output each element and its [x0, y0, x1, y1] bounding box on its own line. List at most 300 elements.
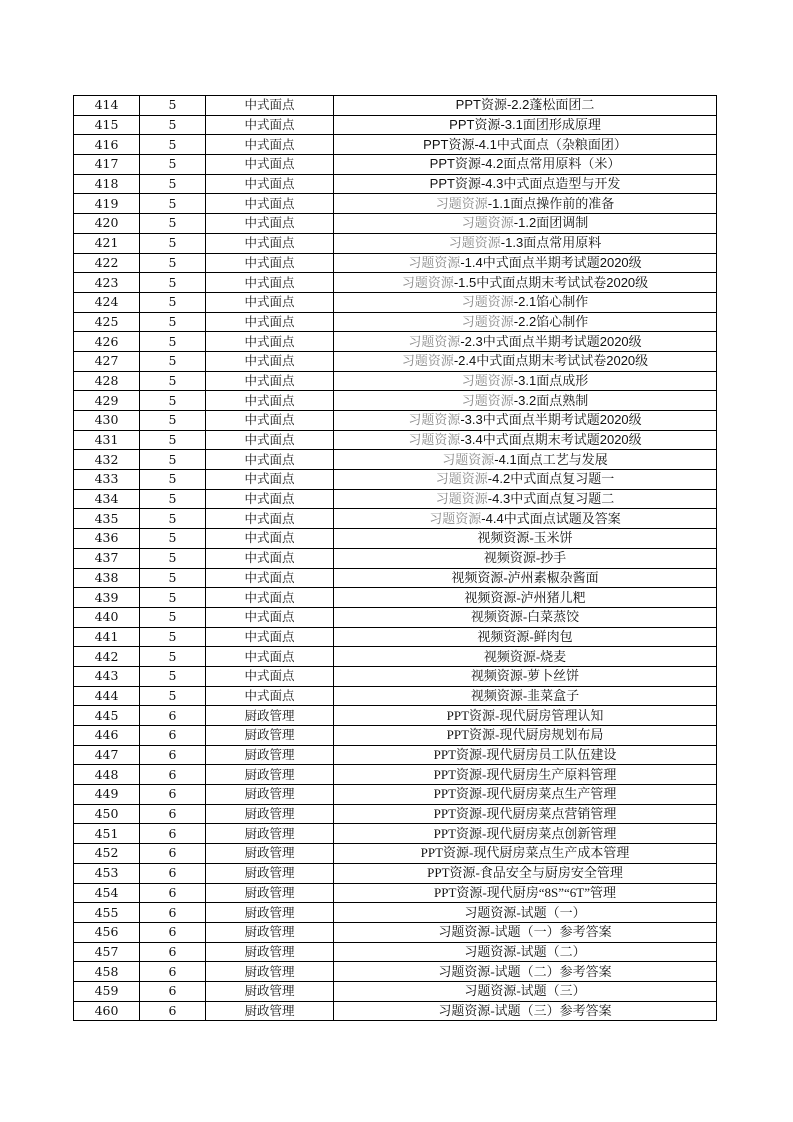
- resource-title: -2.1馅心制作: [513, 294, 589, 310]
- module-cell: 5: [140, 588, 206, 608]
- table-row: [74, 903, 717, 923]
- course-cell: 中式面点: [206, 96, 334, 116]
- row-number-cell: 458: [74, 962, 140, 982]
- resource-title: -3.2面点熟制: [513, 392, 589, 408]
- course-cell: 中式面点: [206, 233, 334, 253]
- table-row: [74, 627, 717, 647]
- module-cell: 6: [140, 706, 206, 726]
- module-cell: 5: [140, 548, 206, 568]
- resource-name-cell: [334, 548, 717, 568]
- resource-name-cell: [334, 686, 717, 706]
- resource-name-cell: [334, 332, 717, 352]
- module-cell: 5: [140, 273, 206, 293]
- row-number-cell: 422: [74, 253, 140, 273]
- course-cell: 厨政管理: [206, 726, 334, 746]
- resource-title: -1.5中式面点期末考试试卷2020级: [453, 274, 649, 290]
- table-row: [74, 391, 717, 411]
- resource-name-cell: [334, 922, 717, 942]
- module-cell: 5: [140, 371, 206, 391]
- row-number-cell: 451: [74, 824, 140, 844]
- resource-type-prefix: 习题资源: [401, 353, 454, 369]
- course-cell: 厨政管理: [206, 765, 334, 785]
- table-row: [74, 726, 717, 746]
- module-cell: 6: [140, 785, 206, 805]
- resource-name-cell: [334, 627, 717, 647]
- resource-name-cell: [334, 312, 717, 332]
- row-number-cell: 452: [74, 844, 140, 864]
- row-number-cell: 427: [74, 351, 140, 371]
- resource-type-prefix: 习题资源: [401, 274, 454, 290]
- table-row: [74, 962, 717, 982]
- course-cell: 中式面点: [206, 588, 334, 608]
- resource-title: PPT资源-现代厨房生产原料管理: [433, 766, 617, 782]
- resource-title: PPT资源-现代厨房菜点生产管理: [433, 786, 617, 802]
- resource-title: 视频资源-白菜蒸饺: [470, 609, 580, 625]
- row-number-cell: 423: [74, 273, 140, 293]
- resource-title: -1.3面点常用原料: [500, 235, 602, 251]
- resource-type-prefix: 习题资源: [435, 195, 488, 211]
- module-cell: 6: [140, 903, 206, 923]
- table-row: [74, 115, 717, 135]
- table-row: [74, 745, 717, 765]
- course-cell: 中式面点: [206, 450, 334, 470]
- resource-title: PPT资源-2.2蓬松面团二: [455, 97, 595, 113]
- module-cell: 6: [140, 765, 206, 785]
- module-cell: 6: [140, 745, 206, 765]
- row-number-cell: 417: [74, 155, 140, 175]
- course-cell: 厨政管理: [206, 824, 334, 844]
- table-row: [74, 686, 717, 706]
- module-cell: 5: [140, 430, 206, 450]
- module-cell: 6: [140, 883, 206, 903]
- resource-title: -4.3中式面点复习题二: [487, 491, 615, 507]
- module-cell: 5: [140, 411, 206, 431]
- resource-name-cell: [334, 470, 717, 490]
- table-row: [74, 292, 717, 312]
- table-row: [74, 647, 717, 667]
- row-number-cell: 446: [74, 726, 140, 746]
- row-number-cell: 442: [74, 647, 140, 667]
- resource-name-cell: [334, 489, 717, 509]
- course-cell: 中式面点: [206, 332, 334, 352]
- table-row: [74, 194, 717, 214]
- module-cell: 5: [140, 233, 206, 253]
- row-number-cell: 420: [74, 214, 140, 234]
- module-cell: 5: [140, 96, 206, 116]
- resource-name-cell: [334, 706, 717, 726]
- resource-title: -4.4中式面点试题及答案: [481, 510, 621, 526]
- resource-name-cell: [334, 588, 717, 608]
- table-row: [74, 174, 717, 194]
- resource-title: -2.2馅心制作: [513, 313, 589, 329]
- resource-name-cell: [334, 450, 717, 470]
- resource-name-cell: [334, 962, 717, 982]
- table-row: [74, 351, 717, 371]
- resource-type-prefix: 习题资源: [461, 392, 514, 408]
- course-cell: 中式面点: [206, 529, 334, 549]
- resource-name-cell: [334, 844, 717, 864]
- resource-title: PPT资源-现代厨房菜点营销管理: [433, 806, 617, 822]
- table-row: [74, 489, 717, 509]
- course-cell: 中式面点: [206, 666, 334, 686]
- module-cell: 6: [140, 981, 206, 1001]
- course-cell: 厨政管理: [206, 1001, 334, 1021]
- resource-name-cell: [334, 371, 717, 391]
- row-number-cell: 437: [74, 548, 140, 568]
- module-cell: 5: [140, 568, 206, 588]
- course-cell: 中式面点: [206, 548, 334, 568]
- table-row: [74, 824, 717, 844]
- row-number-cell: 435: [74, 509, 140, 529]
- course-cell: 厨政管理: [206, 785, 334, 805]
- row-number-cell: 454: [74, 883, 140, 903]
- course-cell: 中式面点: [206, 194, 334, 214]
- table-row: [74, 96, 717, 116]
- resource-title: 习题资源-试题（一）参考答案: [438, 924, 612, 940]
- course-cell: 厨政管理: [206, 981, 334, 1001]
- table-row: [74, 765, 717, 785]
- row-number-cell: 453: [74, 863, 140, 883]
- table-row: [74, 922, 717, 942]
- table-row: [74, 312, 717, 332]
- resource-name-cell: [334, 647, 717, 667]
- resource-title: -3.3中式面点半期考试题2020级: [460, 412, 642, 428]
- resource-title: 视频资源-萝卜丝饼: [470, 668, 580, 684]
- table-row: [74, 804, 717, 824]
- course-cell: 厨政管理: [206, 903, 334, 923]
- resource-title: -1.2面团调制: [513, 215, 589, 231]
- resource-title: 视频资源-泸州素椒杂酱面: [451, 569, 599, 585]
- module-cell: 5: [140, 509, 206, 529]
- resource-title: 视频资源-抄手: [483, 550, 567, 566]
- course-cell: 中式面点: [206, 135, 334, 155]
- module-cell: 5: [140, 135, 206, 155]
- course-cell: 厨政管理: [206, 804, 334, 824]
- resource-table: [73, 95, 717, 1021]
- resource-name-cell: [334, 903, 717, 923]
- course-cell: 中式面点: [206, 411, 334, 431]
- resource-title: PPT资源-4.3中式面点造型与开发: [429, 176, 621, 192]
- module-cell: 6: [140, 824, 206, 844]
- resource-name-cell: [334, 253, 717, 273]
- module-cell: 5: [140, 292, 206, 312]
- row-number-cell: 443: [74, 666, 140, 686]
- table-row: [74, 371, 717, 391]
- resource-name-cell: [334, 411, 717, 431]
- module-cell: 5: [140, 666, 206, 686]
- module-cell: 5: [140, 450, 206, 470]
- table-row: [74, 666, 717, 686]
- resource-name-cell: [334, 509, 717, 529]
- resource-type-prefix: 习题资源: [448, 235, 501, 251]
- table-body: [74, 96, 717, 1021]
- course-cell: 厨政管理: [206, 922, 334, 942]
- resource-title: 习题资源-试题（二）: [464, 943, 586, 959]
- row-number-cell: 415: [74, 115, 140, 135]
- table-row: [74, 411, 717, 431]
- resource-name-cell: [334, 607, 717, 627]
- row-number-cell: 425: [74, 312, 140, 332]
- resource-name-cell: [334, 529, 717, 549]
- row-number-cell: 416: [74, 135, 140, 155]
- resource-title: -4.1面点工艺与发展: [494, 451, 608, 467]
- row-number-cell: 428: [74, 371, 140, 391]
- row-number-cell: 429: [74, 391, 140, 411]
- row-number-cell: 456: [74, 922, 140, 942]
- table-row: [74, 588, 717, 608]
- table-row: [74, 430, 717, 450]
- resource-title: -4.2中式面点复习题一: [487, 471, 615, 487]
- row-number-cell: 440: [74, 607, 140, 627]
- row-number-cell: 434: [74, 489, 140, 509]
- table-row: [74, 568, 717, 588]
- course-cell: 中式面点: [206, 115, 334, 135]
- module-cell: 6: [140, 922, 206, 942]
- resource-name-cell: [334, 194, 717, 214]
- resource-name-cell: [334, 214, 717, 234]
- resource-name-cell: [334, 666, 717, 686]
- module-cell: 6: [140, 844, 206, 864]
- row-number-cell: 439: [74, 588, 140, 608]
- resource-name-cell: [334, 765, 717, 785]
- table-row: [74, 332, 717, 352]
- module-cell: 5: [140, 253, 206, 273]
- resource-table-container: [73, 95, 716, 1021]
- resource-name-cell: [334, 981, 717, 1001]
- resource-title: 习题资源-试题（三）参考答案: [438, 1002, 612, 1018]
- course-cell: 中式面点: [206, 391, 334, 411]
- module-cell: 5: [140, 470, 206, 490]
- module-cell: 6: [140, 804, 206, 824]
- table-row: [74, 844, 717, 864]
- resource-name-cell: [334, 273, 717, 293]
- resource-name-cell: [334, 155, 717, 175]
- resource-title: 习题资源-试题（三）: [464, 983, 586, 999]
- resource-title: 视频资源-玉米饼: [477, 530, 573, 546]
- course-cell: 中式面点: [206, 371, 334, 391]
- course-cell: 中式面点: [206, 509, 334, 529]
- table-row: [74, 529, 717, 549]
- resource-name-cell: [334, 174, 717, 194]
- resource-type-prefix: 习题资源: [461, 294, 514, 310]
- course-cell: 中式面点: [206, 214, 334, 234]
- table-row: [74, 942, 717, 962]
- resource-type-prefix: 习题资源: [435, 491, 488, 507]
- resource-title: 视频资源-鲜肉包: [477, 628, 573, 644]
- row-number-cell: 450: [74, 804, 140, 824]
- row-number-cell: 430: [74, 411, 140, 431]
- resource-name-cell: [334, 351, 717, 371]
- course-cell: 中式面点: [206, 489, 334, 509]
- resource-title: 习题资源-试题（一）: [464, 904, 586, 920]
- resource-title: PPT资源-现代厨房菜点创新管理: [433, 825, 617, 841]
- course-cell: 中式面点: [206, 253, 334, 273]
- resource-name-cell: [334, 391, 717, 411]
- resource-type-prefix: 习题资源: [461, 372, 514, 388]
- resource-type-prefix: 习题资源: [408, 333, 461, 349]
- module-cell: 6: [140, 863, 206, 883]
- row-number-cell: 445: [74, 706, 140, 726]
- course-cell: 中式面点: [206, 292, 334, 312]
- resource-title: PPT资源-现代厨房“8S”“6T”管理: [434, 884, 616, 900]
- resource-title: PPT资源-现代厨房员工队伍建设: [433, 747, 617, 763]
- module-cell: 5: [140, 194, 206, 214]
- resource-type-prefix: 习题资源: [461, 215, 514, 231]
- row-number-cell: 460: [74, 1001, 140, 1021]
- module-cell: 5: [140, 312, 206, 332]
- resource-title: 视频资源-韭菜盒子: [470, 687, 580, 703]
- row-number-cell: 438: [74, 568, 140, 588]
- row-number-cell: 447: [74, 745, 140, 765]
- module-cell: 5: [140, 607, 206, 627]
- module-cell: 5: [140, 647, 206, 667]
- module-cell: 5: [140, 351, 206, 371]
- course-cell: 厨政管理: [206, 962, 334, 982]
- resource-title: -2.4中式面点期末考试试卷2020级: [453, 353, 649, 369]
- module-cell: 5: [140, 214, 206, 234]
- resource-name-cell: [334, 804, 717, 824]
- row-number-cell: 444: [74, 686, 140, 706]
- course-cell: 中式面点: [206, 470, 334, 490]
- module-cell: 5: [140, 155, 206, 175]
- resource-name-cell: [334, 292, 717, 312]
- resource-name-cell: [334, 942, 717, 962]
- resource-type-prefix: 习题资源: [461, 313, 514, 329]
- resource-type-prefix: 习题资源: [429, 510, 482, 526]
- module-cell: 5: [140, 391, 206, 411]
- resource-name-cell: [334, 745, 717, 765]
- resource-title: PPT资源-食品安全与厨房安全管理: [427, 865, 623, 881]
- row-number-cell: 431: [74, 430, 140, 450]
- resource-type-prefix: 习题资源: [408, 254, 461, 270]
- course-cell: 中式面点: [206, 607, 334, 627]
- resource-type-prefix: 习题资源: [442, 451, 495, 467]
- resource-name-cell: [334, 726, 717, 746]
- resource-name-cell: [334, 883, 717, 903]
- table-row: [74, 135, 717, 155]
- row-number-cell: 418: [74, 174, 140, 194]
- table-row: [74, 509, 717, 529]
- course-cell: 厨政管理: [206, 844, 334, 864]
- resource-title: 习题资源-试题（二）参考答案: [438, 963, 612, 979]
- resource-name-cell: [334, 233, 717, 253]
- row-number-cell: 421: [74, 233, 140, 253]
- row-number-cell: 419: [74, 194, 140, 214]
- module-cell: 6: [140, 942, 206, 962]
- row-number-cell: 459: [74, 981, 140, 1001]
- course-cell: 中式面点: [206, 627, 334, 647]
- resource-title: -1.1面点操作前的准备: [487, 195, 615, 211]
- course-cell: 中式面点: [206, 351, 334, 371]
- table-row: [74, 155, 717, 175]
- row-number-cell: 433: [74, 470, 140, 490]
- module-cell: 6: [140, 962, 206, 982]
- table-row: [74, 607, 717, 627]
- resource-name-cell: [334, 824, 717, 844]
- course-cell: 厨政管理: [206, 942, 334, 962]
- table-row: [74, 706, 717, 726]
- table-row: [74, 450, 717, 470]
- module-cell: 6: [140, 726, 206, 746]
- course-cell: 中式面点: [206, 312, 334, 332]
- resource-type-prefix: 习题资源: [408, 432, 461, 448]
- module-cell: 6: [140, 1001, 206, 1021]
- row-number-cell: 455: [74, 903, 140, 923]
- resource-name-cell: [334, 568, 717, 588]
- row-number-cell: 424: [74, 292, 140, 312]
- resource-name-cell: [334, 863, 717, 883]
- table-row: [74, 214, 717, 234]
- course-cell: 中式面点: [206, 430, 334, 450]
- course-cell: 中式面点: [206, 155, 334, 175]
- table-row: [74, 233, 717, 253]
- table-row: [74, 863, 717, 883]
- table-row: [74, 548, 717, 568]
- resource-title: PPT资源-现代厨房规划布局: [446, 727, 604, 743]
- module-cell: 5: [140, 174, 206, 194]
- resource-title: 视频资源-泸州猪儿粑: [464, 589, 586, 605]
- course-cell: 中式面点: [206, 686, 334, 706]
- row-number-cell: 414: [74, 96, 140, 116]
- course-cell: 中式面点: [206, 273, 334, 293]
- course-cell: 中式面点: [206, 568, 334, 588]
- resource-title: PPT资源-现代厨房管理认知: [446, 707, 604, 723]
- row-number-cell: 436: [74, 529, 140, 549]
- resource-name-cell: [334, 1001, 717, 1021]
- resource-type-prefix: 习题资源: [435, 471, 488, 487]
- course-cell: 厨政管理: [206, 745, 334, 765]
- table-row: [74, 883, 717, 903]
- resource-title: -3.1面点成形: [513, 372, 589, 388]
- module-cell: 5: [140, 627, 206, 647]
- resource-name-cell: [334, 135, 717, 155]
- resource-title: -1.4中式面点半期考试题2020级: [460, 254, 642, 270]
- resource-name-cell: [334, 785, 717, 805]
- course-cell: 厨政管理: [206, 883, 334, 903]
- course-cell: 厨政管理: [206, 863, 334, 883]
- resource-name-cell: [334, 115, 717, 135]
- table-row: [74, 981, 717, 1001]
- table-row: [74, 785, 717, 805]
- course-cell: 中式面点: [206, 174, 334, 194]
- course-cell: 中式面点: [206, 647, 334, 667]
- resource-title: -2.3中式面点半期考试题2020级: [460, 333, 642, 349]
- table-row: [74, 273, 717, 293]
- module-cell: 5: [140, 529, 206, 549]
- resource-title: 视频资源-烧麦: [483, 648, 567, 664]
- resource-title: PPT资源-4.1中式面点（杂粮面团）: [423, 136, 627, 152]
- resource-title: -3.4中式面点期末考试题2020级: [460, 432, 642, 448]
- row-number-cell: 441: [74, 627, 140, 647]
- module-cell: 5: [140, 332, 206, 352]
- resource-name-cell: [334, 430, 717, 450]
- row-number-cell: 432: [74, 450, 140, 470]
- row-number-cell: 457: [74, 942, 140, 962]
- resource-title: PPT资源-现代厨房菜点生产成本管理: [420, 845, 630, 861]
- module-cell: 5: [140, 686, 206, 706]
- table-row: [74, 253, 717, 273]
- row-number-cell: 426: [74, 332, 140, 352]
- resource-title: PPT资源-4.2面点常用原料（米）: [429, 156, 621, 172]
- course-cell: 厨政管理: [206, 706, 334, 726]
- row-number-cell: 449: [74, 785, 140, 805]
- table-row: [74, 1001, 717, 1021]
- row-number-cell: 448: [74, 765, 140, 785]
- table-row: [74, 470, 717, 490]
- resource-name-cell: [334, 96, 717, 116]
- module-cell: 5: [140, 489, 206, 509]
- resource-title: PPT资源-3.1面团形成原理: [449, 117, 601, 133]
